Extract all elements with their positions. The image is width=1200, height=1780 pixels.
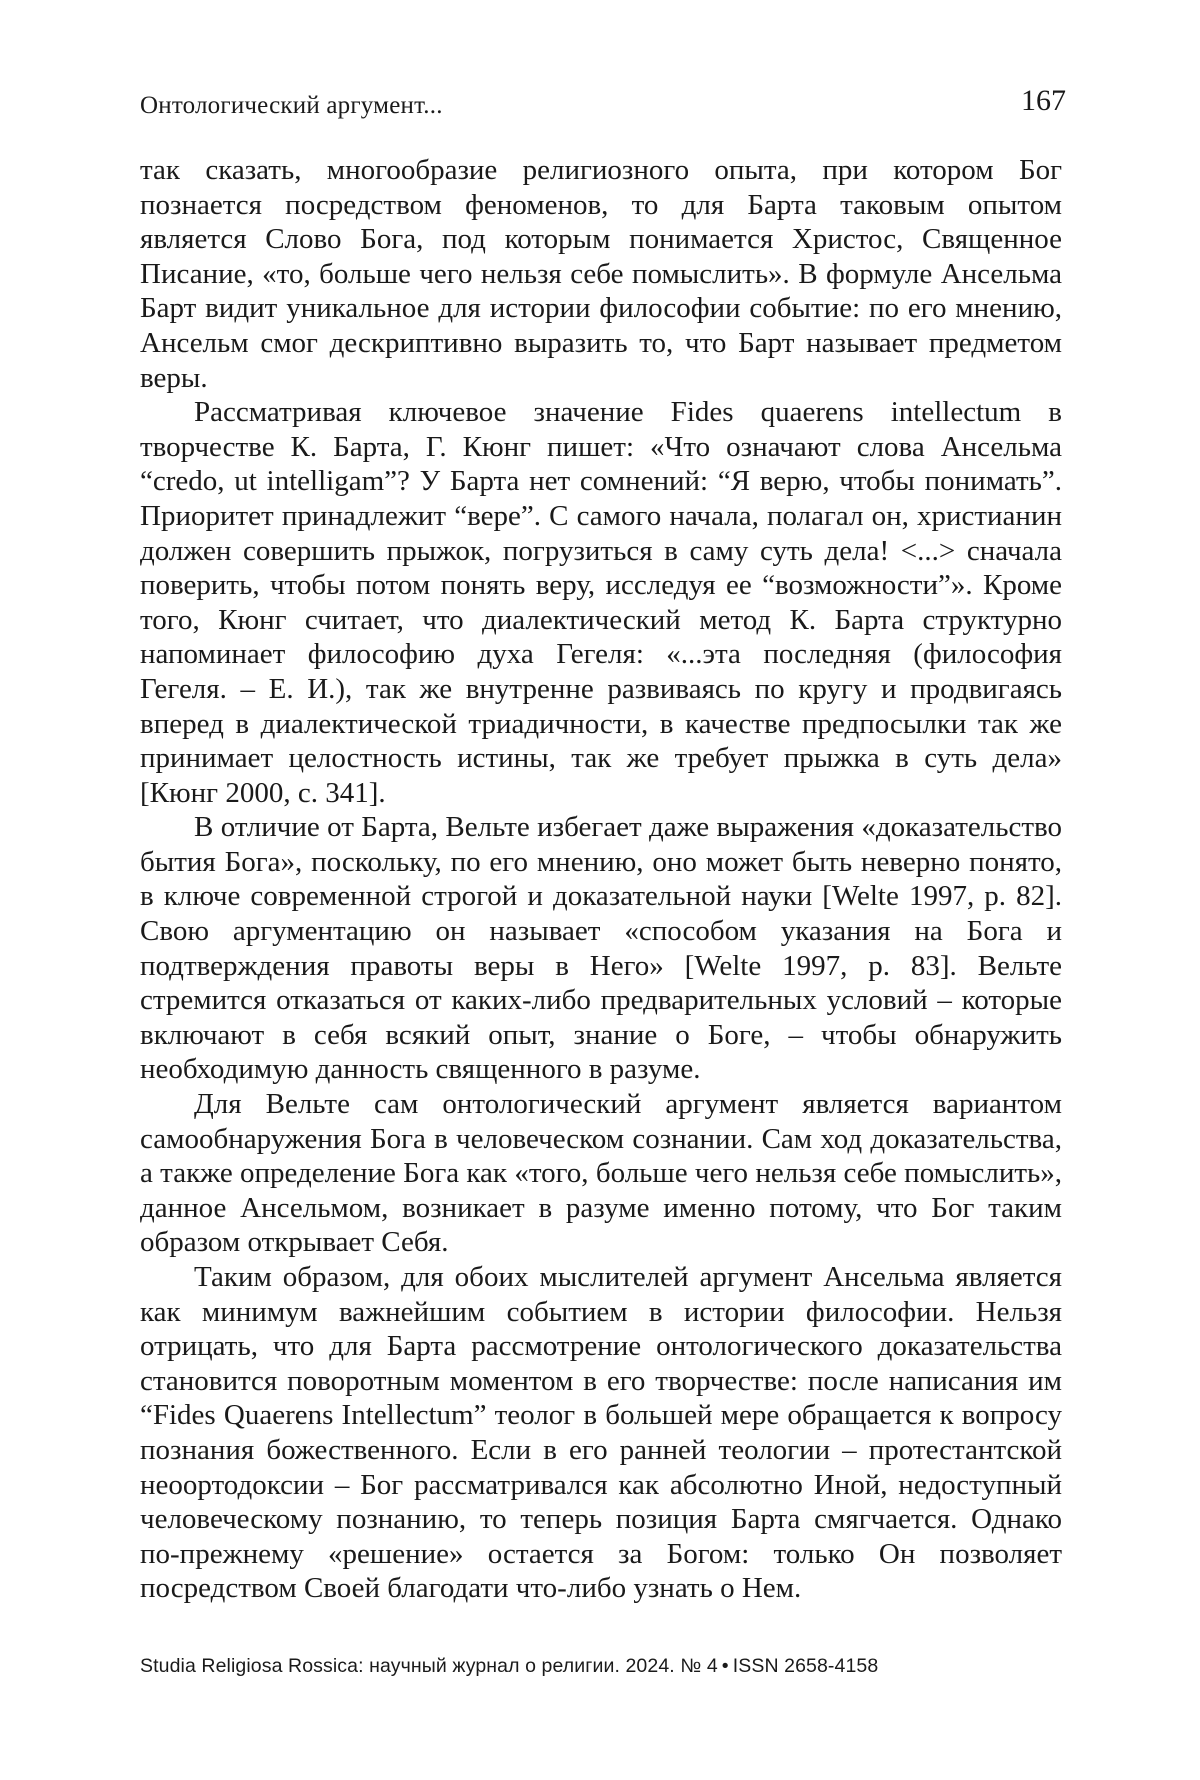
paragraph-3: В отличие от Барта, Вельте избегает даже выражения «доказательство бытия Бога», поскольку, по его мнению, оно может быть неверно понято, в ключе современной строгой и доказательной науки [Welte 1997, p. 82]. Свою аргументацию он называет «способом указания на Бога и подтверждения правоты веры в Него» [Welte 1997, p. 83]. Вельте стремится отказаться от каких-либо предварительных условий – которые включают в себя всякий опыт, знание о Боге, – чтобы обнаружить необходимую данность священного в разуме. (140, 811, 1062, 1086)
footer-separator: • (721, 1655, 729, 1677)
footer (140, 1655, 878, 1678)
paragraph-1: так сказать, многообразие религиозного опыта, при котором Бог познается посредством феноменов, то для Барта таковым опытом является Слово Бога, под которым понимается Христос, Священное Писание, «то, больше чего нельзя себе помыслить». В формуле Ансельма Барт видит уникальное для истории философии событие: по его мнению, Ансельм смог дескриптивно выразить то, что Барт называет предметом веры. (140, 154, 1062, 394)
page-number: 167 (1021, 84, 1066, 117)
footer-journal: Studia Religiosa Rossica: научный журнал о религии. 2024. № 4 (140, 1655, 718, 1677)
body-text (140, 153, 1062, 1606)
paragraph-5: Таким образом, для обоих мыслителей аргумент Ансельма является как минимум важнейшим событием в истории философии. Нельзя отрицать, что для Барта рассмотрение онтологического доказательства становится поворотным моментом в его творчестве: после написания им “Fides Quaerens Intellectum” теолог в большей мере обращается к вопросу познания божественного. Если в его ранней теологии – протестантской неоортодоксии – Бог рассматривался как абсолютно Иной, недоступный человеческому познанию, то теперь позиция Барта смягчается. Однако по-прежнему «решение» остается за Богом: только Он позволяет посредством Своей благодати что-либо узнать о Нем. (140, 1261, 1062, 1605)
paragraph-2: Рассматривая ключевое значение Fides quaerens intellectum в творчестве К. Барта, Г. Кюнг пишет: «Что означают слова Ансельма “credo, ut intelligam”? У Барта нет сомнений: “Я верю, чтобы понимать”. Приоритет принадлежит “вере”. С самого начала, полагал он, христианин должен совершить прыжок, погрузиться в саму суть дела! <...> сначала поверить, чтобы потом понять веру, исследуя ее “возможности”». Кроме того, Кюнг считает, что диалектический метод К. Барта структурно напоминает философию духа Гегеля: «...эта последняя (философия Гегеля. – Е. И.), так же внутренне развиваясь по кругу и продвигаясь вперед в диалектической триадичности, в качестве предпосылки так же принимает целостность истины, так же требует прыжка в суть дела» [Кюнг 2000, с. 341]. (140, 396, 1062, 809)
paragraph-4: Для Вельте сам онтологический аргумент является вариантом самообнаружения Бога в человеческом сознании. Сам ход доказательства, а также определение Бога как «того, больше чего нельзя себе помыслить», данное Ансельмом, возникает в разуме именно потому, что Бог таким образом открывает Себя. (140, 1088, 1062, 1259)
footer-issn: ISSN 2658-4158 (732, 1655, 879, 1677)
running-title: Онтологический аргумент... (140, 92, 443, 119)
